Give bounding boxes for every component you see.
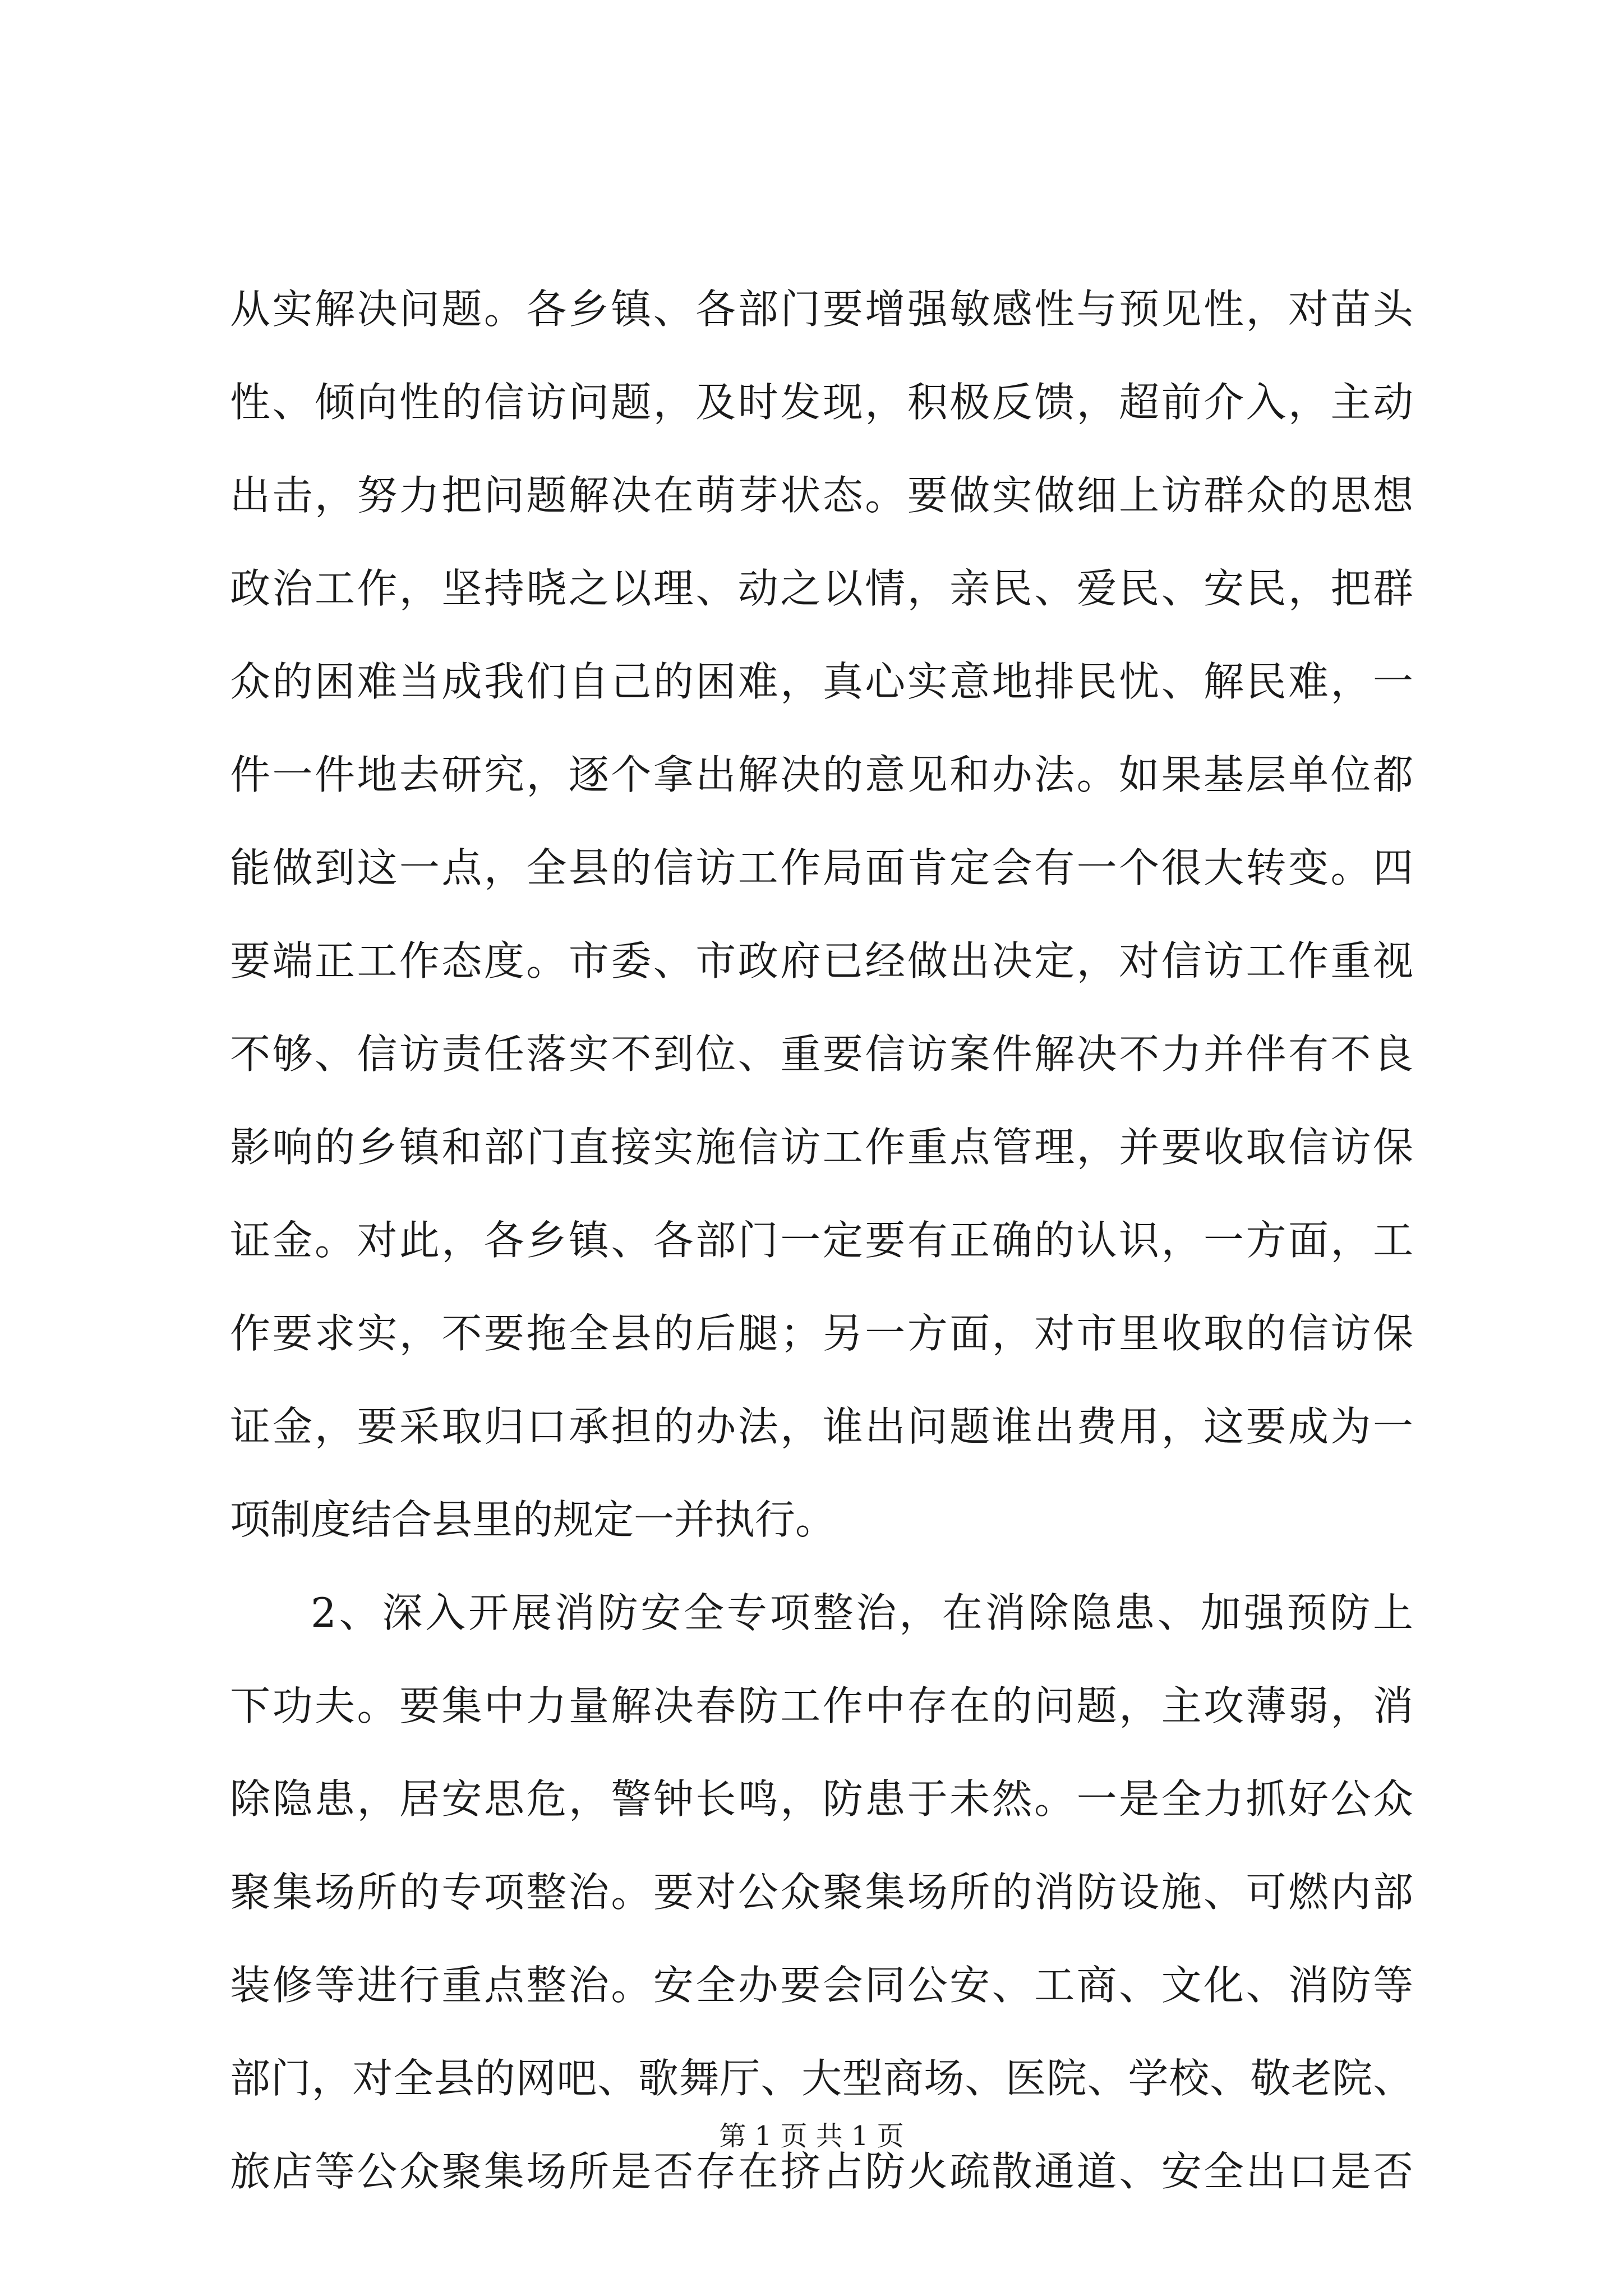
text-line: 影响的乡镇和部门直接实施信访工作重点管理，并要收取信访保 — [230, 1124, 1413, 1171]
paragraph-1 — [230, 263, 1413, 1566]
text-line: 2、深入开展消防安全专项整治，在消除隐患、加强预防上 — [311, 1589, 1413, 1636]
text-line: 要端正工作态度。市委、市政府已经做出决定，对信访工作重视 — [230, 937, 1413, 984]
text-line: 旅店等公众聚集场所是否存在挤占防火疏散通道、安全出口是否 — [230, 2148, 1413, 2195]
text-line: 证金，要采取归口承担的办法，谁出问题谁出费用，这要成为一 — [230, 1403, 1413, 1450]
text-line: 性、倾向性的信访问题，及时发现，积极反馈，超前介入，主动 — [230, 379, 1413, 426]
text-line: 从实解决问题。各乡镇、各部门要增强敏感性与预见性，对苗头 — [230, 286, 1413, 333]
text-line: 众的困难当成我们自己的困难，真心实意地排民忧、解民难，一 — [230, 658, 1413, 705]
text-line: 能做到这一点，全县的信访工作局面肯定会有一个很大转变。四 — [230, 844, 1413, 891]
text-line: 出击，努力把问题解决在萌芽状态。要做实做细上访群众的思想 — [230, 472, 1413, 519]
text-line: 装修等进行重点整治。安全办要会同公安、工商、文化、消防等 — [230, 1962, 1413, 2009]
page-footer — [0, 2119, 1623, 2153]
document-body — [230, 263, 1413, 2218]
page-number: 第 1 页 共 1 页 — [719, 2120, 904, 2152]
text-line: 下功夫。要集中力量解决春防工作中存在的问题，主攻薄弱，消 — [230, 1682, 1413, 1729]
text-line: 不够、信访责任落实不到位、重要信访案件解决不力并伴有不良 — [230, 1030, 1413, 1078]
text-line: 部门，对全县的网吧、歌舞厅、大型商场、医院、学校、敬老院、 — [230, 2055, 1413, 2102]
text-line: 政治工作，坚持晓之以理、动之以情，亲民、爱民、安民，把群 — [230, 565, 1413, 612]
text-line: 件一件地去研究，逐个拿出解决的意见和办法。如果基层单位都 — [230, 751, 1413, 798]
text-line: 聚集场所的专项整治。要对公众聚集场所的消防设施、可燃内部 — [230, 1869, 1413, 1916]
text-line: 证金。对此，各乡镇、各部门一定要有正确的认识，一方面，工 — [230, 1217, 1413, 1264]
text-line: 作要求实，不要拖全县的后腿；另一方面，对市里收取的信访保 — [230, 1310, 1413, 1357]
text-line: 除隐患，居安思危，警钟长鸣，防患于未然。一是全力抓好公众 — [230, 1775, 1413, 1823]
text-line: 项制度结合县里的规定一并执行。 — [230, 1496, 836, 1543]
